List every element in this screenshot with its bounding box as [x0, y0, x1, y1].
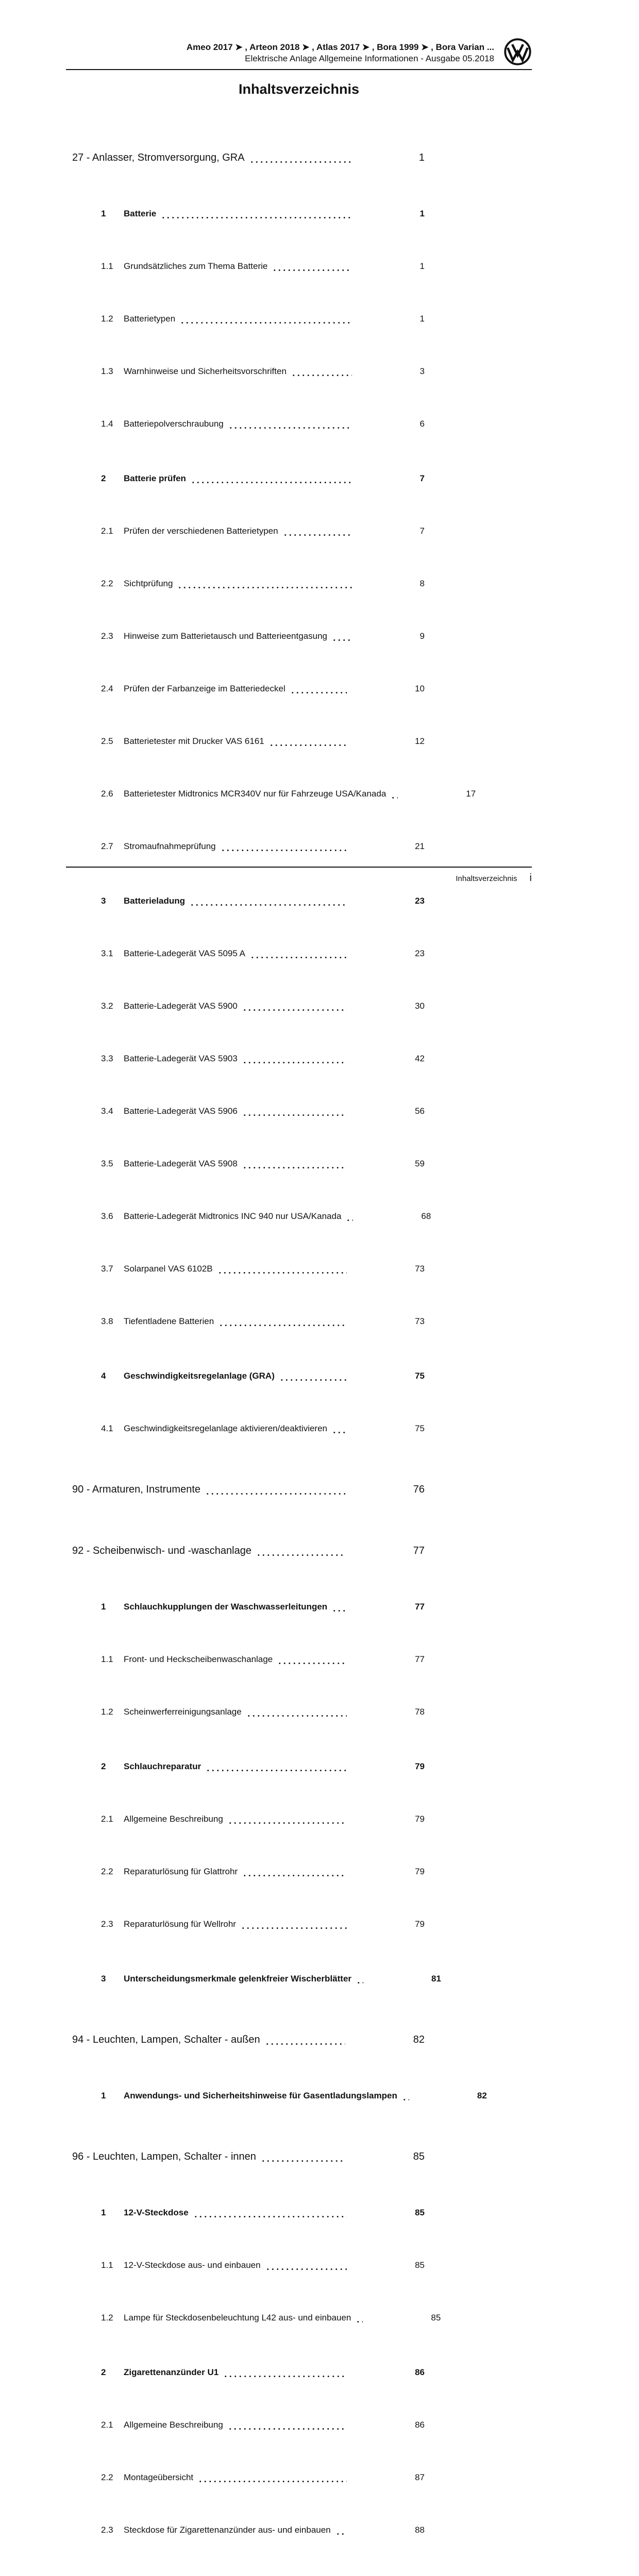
entry-title: Reparaturlösung für Wellrohr: [124, 1919, 236, 1929]
entry-page-number: 86: [415, 2367, 425, 2377]
toc-entry: [66, 537, 532, 590]
entry-number: 1.1: [101, 1654, 113, 1664]
entry-number: 3.4: [101, 1106, 113, 1116]
dot-leader-icon: [242, 1012, 347, 1065]
dot-leader-icon: [332, 1382, 347, 1435]
entry-number: 1.2: [101, 1707, 113, 1717]
dot-leader-icon: [242, 1825, 347, 1878]
entry-number: 2.1: [101, 526, 113, 536]
toc-chapter-entry: [66, 2110, 532, 2163]
dot-leader-icon: [228, 2379, 347, 2431]
toc-entry: [66, 2166, 532, 2219]
dot-leader-icon: [191, 432, 352, 485]
entry-number: 2: [101, 1761, 106, 1771]
entry-number: 3.7: [101, 1264, 113, 1274]
entry-page-number: 56: [415, 1106, 425, 1116]
entry-page-number: 77: [413, 1545, 425, 1556]
entry-title: 27 - Anlasser, Stromversorgung, GRA: [72, 152, 245, 163]
toc-entry: [66, 325, 532, 378]
entry-title: Batterie-Ladegerät VAS 5908: [124, 1159, 238, 1168]
toc-entry: [66, 432, 532, 485]
dot-leader-icon: [193, 2166, 347, 2219]
entry-title: 94 - Leuchten, Lampen, Schalter - außen: [72, 2034, 260, 2045]
entry-title: Batterietester mit Drucker VAS 6161: [124, 736, 264, 746]
dot-leader-icon: [356, 1933, 363, 1985]
entry-number: 2.2: [101, 2472, 113, 2482]
entry-number: 2.3: [101, 631, 113, 641]
entry-page-number: 1: [418, 152, 425, 163]
entry-title: Batterie prüfen: [124, 473, 186, 483]
entry-title: Zigarettenanzünder U1: [124, 2367, 219, 2377]
entry-number: 2: [101, 473, 106, 483]
entry-number: 1.3: [101, 366, 113, 376]
entry-page-number: 59: [415, 1159, 425, 1168]
entry-number: 1: [101, 209, 106, 218]
entry-title: Allgemeine Beschreibung: [124, 2420, 223, 2430]
entry-number: 4.1: [101, 1423, 113, 1433]
footer-page-number: i: [529, 872, 532, 884]
entry-number: 1.2: [101, 2313, 113, 2323]
footer-section-label: Inhaltsverzeichnis: [456, 874, 517, 883]
entry-title: Scheinwerferreinigungsanlage: [124, 1707, 242, 1717]
entry-title: 96 - Leuchten, Lampen, Schalter - innen: [72, 2151, 256, 2162]
toc-entry: [66, 1223, 532, 1275]
toc-entry: [66, 1012, 532, 1065]
entry-title: Solarpanel VAS 6102B: [124, 1264, 213, 1274]
dot-leader-icon: [265, 1993, 345, 2046]
entry-page-number: 1: [419, 314, 425, 324]
entry-page-number: 85: [415, 2260, 425, 2270]
toc-entry: [66, 1275, 532, 1328]
entry-page-number: 7: [419, 526, 425, 536]
entry-page-number: 79: [415, 1919, 425, 1929]
dot-leader-icon: [290, 642, 347, 695]
entry-number: 3.6: [101, 1211, 113, 1221]
entry-title: Batterieladung: [124, 896, 186, 906]
entry-number: 2.7: [101, 841, 113, 851]
header-model-list: Ameo 2017 ➤ , Arteon 2018 ➤ , Atlas 2017 ➤ , Bora 1999 ➤ , Bora Varian ...: [186, 42, 494, 52]
entry-number: 1.1: [101, 261, 113, 271]
entry-page-number: 23: [415, 948, 425, 958]
toc-entry: [66, 2326, 532, 2379]
toc-entry: [66, 1065, 532, 1117]
toc-chapter-entry: [66, 1504, 532, 1557]
dot-leader-icon: [228, 1773, 347, 1825]
entry-number: 2.3: [101, 1919, 113, 1929]
entry-page-number: 75: [415, 1371, 425, 1381]
entry-page-number: 42: [415, 1054, 425, 1063]
entry-title: Sichtprüfung: [124, 579, 173, 588]
dot-leader-icon: [221, 800, 347, 853]
toc-entry: [66, 378, 532, 430]
toc-entry: [66, 1330, 532, 1382]
entry-title: 12-V-Steckdose: [124, 2208, 189, 2217]
entry-title: Warnhinweise und Sicherheitsvorschriften: [124, 366, 287, 376]
entry-title: Hinweise zum Batterietausch und Batterieentgasung: [124, 631, 328, 641]
entry-page-number: 30: [415, 1001, 425, 1011]
entry-title: Allgemeine Beschreibung: [124, 1814, 223, 1824]
dot-leader-icon: [356, 2272, 363, 2324]
entry-page-number: 79: [415, 1867, 425, 1876]
dot-leader-icon: [242, 1117, 347, 1170]
entry-number: 1.4: [101, 419, 113, 429]
toc-list: [66, 111, 532, 2576]
entry-page-number: [395, 2536, 578, 2576]
toc-entry: [66, 800, 532, 853]
entry-page-number: 73: [415, 1316, 425, 1326]
toc-entry: [66, 590, 532, 642]
entry-title: Batterie: [124, 209, 157, 218]
dot-leader-icon: [386, 2536, 393, 2576]
entry-number: 1: [101, 2208, 106, 2217]
toc-entry: [66, 907, 532, 960]
toc-entry: [66, 167, 532, 220]
toc-entry: [66, 1382, 532, 1435]
dot-leader-icon: [161, 167, 351, 220]
entry-page-number: 8: [419, 579, 425, 588]
entry-number: 3.3: [101, 1054, 113, 1063]
entry-page-number: 3: [419, 366, 425, 376]
dot-leader-icon: [332, 590, 352, 642]
toc-entry: [66, 2379, 532, 2431]
page-footer: [66, 867, 532, 884]
entry-title: Reparaturlösung für Glattrohr: [124, 1867, 238, 1876]
page-header: [66, 40, 532, 70]
entry-title: Batteriepolverschraubung: [124, 419, 224, 429]
toc-chapter-entry: [66, 1993, 532, 2046]
dot-leader-icon: [246, 1666, 347, 1718]
entry-title: Steckdose für Zigarettenanzünder aus- und einbauen: [124, 2525, 331, 2535]
entry-page-number: 82: [413, 2034, 425, 2045]
entry-page-number: 81: [431, 1974, 441, 1984]
dot-leader-icon: [265, 2219, 347, 2272]
entry-page-number: 21: [415, 841, 425, 851]
entry-title: Tiefentladene Batterien: [124, 1316, 214, 1326]
entry-page-number: 85: [415, 2208, 425, 2217]
entry-page-number: 23: [415, 896, 425, 906]
toc-entry: [66, 2536, 532, 2576]
entry-number: 2.2: [101, 579, 113, 588]
entry-page-number: 9: [419, 631, 425, 641]
entry-title: Batterietester Midtronics MCR340V nur für Fahrzeuge USA/Kanada: [124, 789, 386, 799]
toc-entry: [66, 2272, 532, 2324]
entry-title: Geschwindigkeitsregelanlage (GRA): [124, 1371, 275, 1381]
toc-entry: [66, 273, 532, 325]
toc-entry: [66, 1878, 532, 1930]
dot-leader-icon: [206, 1720, 347, 1773]
entry-number: 2.1: [101, 2420, 113, 2430]
toc-entry: [66, 2219, 532, 2272]
toc-entry: [66, 485, 532, 537]
entry-number: 2.5: [101, 736, 113, 746]
toc-entry: [66, 1613, 532, 1666]
dot-leader-icon: [242, 1065, 347, 1117]
entry-title: Grundsätzliches zum Thema Batterie: [124, 261, 268, 271]
entry-title: Lampe für Steckdosenbeleuchtung L42 aus- und einbauen: [124, 2313, 351, 2323]
dot-leader-icon: [228, 378, 352, 430]
toc-entry: [66, 1666, 532, 1718]
dot-leader-icon: [335, 2484, 347, 2536]
toc-entry: [66, 695, 532, 748]
entry-title: Batterie-Ladegerät VAS 5906: [124, 1106, 238, 1116]
toc-chapter-entry: [66, 1443, 532, 1496]
entry-page-number: 79: [415, 1814, 425, 1824]
dot-leader-icon: [242, 960, 347, 1012]
page-title: Inhaltsverzeichnis: [238, 81, 360, 97]
entry-page-number: 17: [466, 789, 476, 799]
dot-leader-icon: [332, 1561, 347, 1613]
entry-number: 3.5: [101, 1159, 113, 1168]
dot-leader-icon: [283, 485, 352, 537]
toc-entry: [66, 1170, 532, 1223]
dot-leader-icon: [198, 2431, 347, 2484]
entry-page-number: 79: [415, 1761, 425, 1771]
toc-entry: [66, 1117, 532, 1170]
entry-title: Batterie-Ladegerät VAS 5095 A: [124, 948, 245, 958]
entry-page-number: 10: [415, 684, 425, 693]
toc-entry: [66, 2484, 532, 2536]
entry-title: Unterscheidungsmerkmale gelenkfreier Wischerblätter: [124, 1974, 352, 1984]
entry-number: 3.8: [101, 1316, 113, 1326]
entry-number: 1: [101, 1602, 106, 1612]
entry-number: 2.6: [101, 789, 113, 799]
dot-leader-icon: [277, 1613, 347, 1666]
toc-entry: [66, 2431, 532, 2484]
entry-number: 4: [101, 1371, 106, 1381]
entry-title: Front- und Heckscheibenwaschanlage: [124, 1654, 273, 1664]
entry-number: 1.1: [101, 2260, 113, 2270]
dot-leader-icon: [279, 1330, 347, 1382]
entry-title: Anwendungs- und Sicherheitshinweise für Gasentladungslampen: [124, 2091, 397, 2100]
dot-leader-icon: [217, 1223, 347, 1275]
entry-number: 3: [101, 896, 106, 906]
entry-title: Prüfen der verschiedenen Batterietypen: [124, 526, 278, 536]
entry-page-number: 77: [415, 1654, 425, 1664]
entry-page-number: 1: [419, 261, 425, 271]
entry-title: Prüfen der Farbanzeige im Batteriedeckel: [124, 684, 285, 693]
entry-title: Batterietypen: [124, 314, 176, 324]
entry-page-number: 12: [415, 736, 425, 746]
entry-number: 3.1: [101, 948, 113, 958]
entry-title: Batterie-Ladegerät VAS 5900: [124, 1001, 238, 1011]
dot-leader-icon: [261, 2110, 345, 2163]
entry-title: 12-V-Steckdose aus- und einbauen: [124, 2260, 261, 2270]
entry-page-number: 88: [415, 2525, 425, 2535]
entry-number: 1: [101, 2091, 106, 2100]
entry-title: 90 - Armaturen, Instrumente: [72, 1484, 201, 1495]
dot-leader-icon: [205, 1443, 345, 1496]
dot-leader-icon: [177, 537, 351, 590]
dot-leader-icon: [272, 220, 351, 273]
dot-leader-icon: [180, 273, 351, 325]
entry-number: 2.2: [101, 1867, 113, 1876]
entry-page-number: 82: [477, 2091, 487, 2100]
dot-leader-icon: [241, 1878, 347, 1930]
dot-leader-icon: [250, 907, 347, 960]
dot-leader-icon: [218, 1275, 347, 1328]
dot-leader-icon: [249, 111, 351, 164]
entry-page-number: 73: [415, 1264, 425, 1274]
entry-page-number: 77: [415, 1602, 425, 1612]
toc-entry: [66, 2049, 532, 2102]
dot-leader-icon: [269, 695, 347, 748]
entry-page-number: 87: [415, 2472, 425, 2482]
entry-page-number: 85: [431, 2313, 441, 2323]
toc-chapter-entry: [66, 111, 532, 164]
header-edition-line: Elektrische Anlage Allgemeine Informationen - Ausgabe 05.2018: [245, 54, 494, 63]
toc-entry: [66, 1825, 532, 1878]
toc-entry: [66, 1720, 532, 1773]
entry-title: Batterie-Ladegerät VAS 5903: [124, 1054, 238, 1063]
toc-entry: [66, 1561, 532, 1613]
toc-entry: [66, 642, 532, 695]
entry-number: 2.3: [101, 2525, 113, 2535]
entry-page-number: 86: [415, 2420, 425, 2430]
entry-page-number: 78: [415, 1707, 425, 1717]
dot-leader-icon: [402, 2049, 409, 2102]
entry-title: Geschwindigkeitsregelanlage aktivieren/deaktivieren: [124, 1423, 328, 1433]
entry-title: Batterie-Ladegerät Midtronics INC 940 nur USA/Kanada: [124, 1211, 342, 1221]
entry-title: Montageübersicht: [124, 2472, 194, 2482]
dot-leader-icon: [391, 748, 398, 800]
entry-page-number: 6: [419, 419, 425, 429]
entry-page-number: 7: [419, 473, 425, 483]
entry-number: 2.1: [101, 1814, 113, 1824]
entry-number: 2.4: [101, 684, 113, 693]
toc-entry: [66, 748, 532, 800]
vw-logo-icon: [503, 38, 532, 66]
entry-title: Schlauchkupplungen der Waschwasserleitungen: [124, 1602, 328, 1612]
entry-title: Stromaufnahmeprüfung: [124, 841, 216, 851]
entry-number: 3: [101, 1974, 106, 1984]
toc-entry: [66, 1773, 532, 1825]
dot-leader-icon: [256, 1504, 345, 1557]
header-text-block: [66, 40, 494, 64]
entry-page-number: 85: [413, 2151, 425, 2162]
toc-entry: [66, 960, 532, 1012]
dot-leader-icon: [291, 325, 352, 378]
entry-title: Schlauchreparatur: [124, 1761, 201, 1771]
entry-number: 2: [101, 2367, 106, 2377]
entry-page-number: 76: [413, 1484, 425, 1495]
entry-page-number: 68: [421, 1211, 431, 1221]
entry-number: 1.2: [101, 314, 113, 324]
toc-entry: [66, 220, 532, 273]
entry-title: 92 - Scheibenwisch- und -waschanlage: [72, 1545, 251, 1556]
dot-leader-icon: [346, 1170, 353, 1223]
entry-page-number: 1: [419, 209, 425, 218]
dot-leader-icon: [223, 2326, 347, 2379]
toc-entry: [66, 1933, 532, 1985]
entry-number: 3.2: [101, 1001, 113, 1011]
entry-page-number: 75: [415, 1423, 425, 1433]
